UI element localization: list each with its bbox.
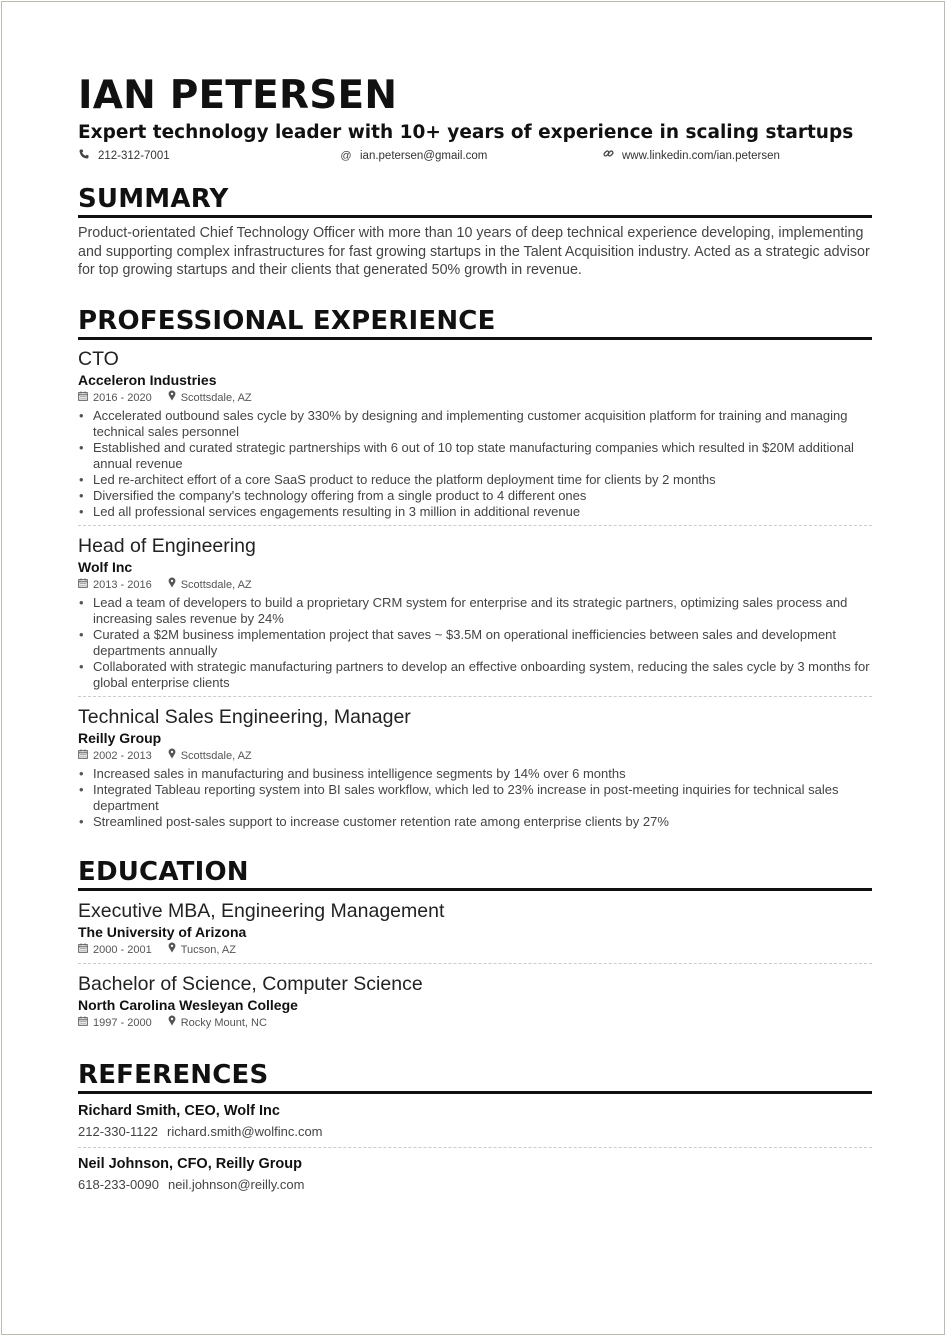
section-title-education: EDUCATION xyxy=(78,856,872,891)
job-dates: 2016 - 2020 xyxy=(78,390,152,406)
email-text[interactable]: ian.petersen@gmail.com xyxy=(360,150,488,162)
reference-entry xyxy=(78,1154,872,1194)
job-meta xyxy=(78,577,872,593)
list-item: • Diversified the company's technology offering from a single product to 4 different ones xyxy=(78,488,872,504)
school-name: The University of Arizona xyxy=(78,923,247,940)
section-title-experience: PROFESSIONAL EXPERIENCE xyxy=(78,305,872,340)
references-section xyxy=(78,1059,872,1194)
reference-phone: 212-330-1122 xyxy=(78,1123,158,1139)
contact-phone xyxy=(78,147,340,165)
calendar-icon xyxy=(78,942,88,958)
list-item: • Increased sales in manufacturing and business intelligence segments by 14% over 6 months xyxy=(78,766,872,782)
calendar-icon xyxy=(78,748,88,764)
reference-name: Richard Smith, CEO, Wolf Inc xyxy=(78,1102,280,1119)
reference-email[interactable]: neil.johnson@reilly.com xyxy=(167,1176,305,1192)
list-item: • Established and curated strategic partnerships with 6 out of 10 top state manufacturing companies which resulted in $20M additional annual revenue xyxy=(78,440,872,472)
job-entry xyxy=(78,705,872,830)
candidate-headline: Expert technology leader with 10+ years of experience in scaling startups xyxy=(78,122,854,143)
job-dates: 2002 - 2013 xyxy=(78,748,152,764)
job-entry xyxy=(78,347,872,526)
experience-section xyxy=(78,305,872,830)
at-icon: @ xyxy=(340,150,352,162)
contact-linkedin[interactable] xyxy=(602,147,780,165)
phone-text: 212-312-7001 xyxy=(98,150,170,162)
map-pin-icon xyxy=(168,577,176,593)
education-entry xyxy=(78,899,872,964)
reference-name: Neil Johnson, CFO, Reilly Group xyxy=(78,1155,302,1172)
job-meta xyxy=(78,748,872,764)
job-bullets xyxy=(78,766,872,830)
list-item: • Led all professional services engagements resulting in 3 million in additional revenue xyxy=(78,504,872,520)
job-meta xyxy=(78,390,872,406)
job-title: Head of Engineering xyxy=(78,534,256,557)
degree-title: Executive MBA, Engineering Management xyxy=(78,899,445,922)
job-bullets xyxy=(78,595,872,691)
reference-contact xyxy=(78,1176,872,1194)
reference-contact xyxy=(78,1123,872,1141)
education-meta xyxy=(78,1015,872,1031)
resume-page xyxy=(1,1,945,1335)
education-dates: 2000 - 2001 xyxy=(78,942,152,958)
list-item: • Lead a team of developers to build a proprietary CRM system for enterprise and its strategic partners, optimizing sales process and increasing sales revenue by 24% xyxy=(78,595,872,627)
resume-content xyxy=(78,72,872,1194)
list-item: • Integrated Tableau reporting system into BI sales workflow, which led to 23% increase in post-meeting inquiries for technical sales department xyxy=(78,782,872,814)
map-pin-icon xyxy=(168,942,176,958)
job-bullets xyxy=(78,408,872,520)
job-title: CTO xyxy=(78,347,119,370)
entry-divider xyxy=(78,1147,872,1148)
job-location: Scottsdale, AZ xyxy=(168,390,252,406)
education-dates: 1997 - 2000 xyxy=(78,1015,152,1031)
map-pin-icon xyxy=(168,748,176,764)
calendar-icon xyxy=(78,577,88,593)
education-meta xyxy=(78,942,872,958)
calendar-icon xyxy=(78,390,88,406)
education-section xyxy=(78,856,872,1031)
reference-email[interactable]: richard.smith@wolfinc.com xyxy=(167,1123,323,1139)
list-item: • Led re-architect effort of a core SaaS product to reduce the platform deployment time for clients by 2 months xyxy=(78,472,872,488)
contact-email[interactable] xyxy=(340,147,602,165)
list-item: • Accelerated outbound sales cycle by 330% by designing and implementing customer acquisition platform for training and managing technical sales personnel xyxy=(78,408,872,440)
degree-title: Bachelor of Science, Computer Science xyxy=(78,972,423,995)
job-company: Acceleron Industries xyxy=(78,371,217,388)
section-title-references: REFERENCES xyxy=(78,1059,872,1094)
link-icon xyxy=(602,147,614,165)
reference-phone: 618-233-0090 xyxy=(78,1176,159,1192)
list-item: • Curated a $2M business implementation project that saves ~ $3.5M on operational inefficiencies between sales and development departments annually xyxy=(78,627,872,659)
school-name: North Carolina Wesleyan College xyxy=(78,996,298,1013)
job-location: Scottsdale, AZ xyxy=(168,748,252,764)
linkedin-text[interactable]: www.linkedin.com/ian.petersen xyxy=(622,150,780,162)
entry-divider xyxy=(78,525,872,526)
summary-text: Product-orientated Chief Technology Officer with more than 10 years of deep technical experience developing, implementing and supporting complex infrastructures for fast growing startups in the Talent Acquisition industry. Acted as a strategic advisor for top growing startups and their clients that generated 50% growth in revenue. xyxy=(78,225,870,278)
job-title: Technical Sales Engineering, Manager xyxy=(78,705,411,728)
contact-row xyxy=(78,147,872,165)
job-company: Wolf Inc xyxy=(78,558,133,575)
job-entry xyxy=(78,534,872,697)
education-location: Rocky Mount, NC xyxy=(168,1015,267,1031)
education-entry xyxy=(78,972,872,1031)
entry-divider xyxy=(78,963,872,964)
calendar-icon xyxy=(78,1015,88,1031)
map-pin-icon xyxy=(168,390,176,406)
list-item: • Collaborated with strategic manufacturing partners to develop an effective onboarding system, reducing the sales cycle by 3 months for global enterprise clients xyxy=(78,659,872,691)
entry-divider xyxy=(78,696,872,697)
reference-entry xyxy=(78,1101,872,1148)
candidate-name: IAN PETERSEN xyxy=(78,73,398,118)
phone-icon xyxy=(78,147,90,165)
education-location: Tucson, AZ xyxy=(168,942,236,958)
list-item: • Streamlined post-sales support to increase customer retention rate among enterprise clients by 27% xyxy=(78,814,872,830)
section-title-summary: SUMMARY xyxy=(78,183,872,218)
job-dates: 2013 - 2016 xyxy=(78,577,152,593)
map-pin-icon xyxy=(168,1015,176,1031)
job-location: Scottsdale, AZ xyxy=(168,577,252,593)
job-company: Reilly Group xyxy=(78,729,162,746)
summary-section xyxy=(78,183,872,280)
